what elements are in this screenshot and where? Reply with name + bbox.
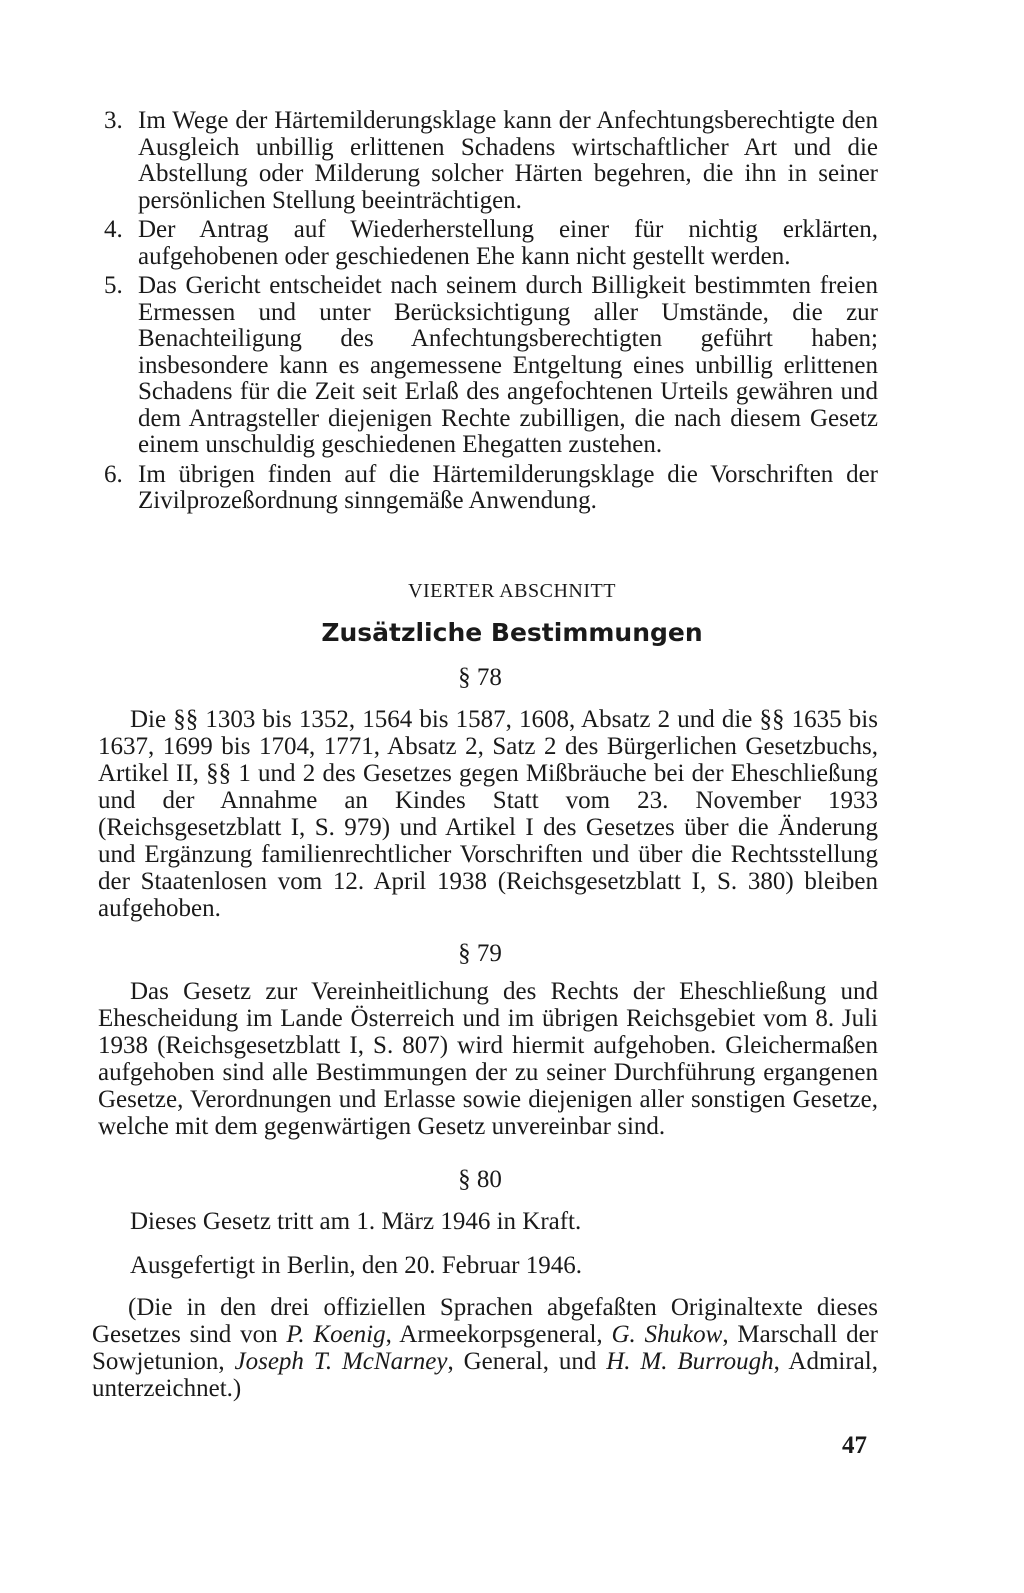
list-text: Im übrigen finden auf die Härtemilderungsklage die Vorschriften der Zivilprozeßordnung sinngemäße Anwendung. <box>138 460 878 514</box>
list-number: 3. <box>104 107 123 134</box>
closing-text: (Die in den drei offiziellen Sprachen abgefaßten Originaltexte dieses Gesetzes sind von <box>92 1294 878 1348</box>
list-item-5 <box>104 273 878 459</box>
list-item-6 <box>104 462 878 515</box>
closing-text: , General, und <box>447 1348 607 1375</box>
closing-text: , Marschall der Sowjetunion, <box>92 1321 878 1375</box>
list-text: Das Gericht entscheidet nach seinem durch Billigkeit bestimmten freien Ermessen und unter Berücksichtigung aller Umstände, die zur Benachteiligung des Anfechtungsberechtigten geführt haben; insbesondere kann es angemessene Entgeltung eines unbillig erlittenen Schadens für die Zeit seit Erlaß des angefochtenen Urteils gewähren und dem Antragsteller diejenigen Rechte zubilligen, die nach diesem Gesetz einem unschuldig geschiedenen Ehegatten zustehen. <box>138 272 878 458</box>
signatory-mcnarney: Joseph T. McNarney <box>234 1348 448 1375</box>
signatory-shukow: G. Shukow <box>611 1321 723 1348</box>
page-number: 47 <box>842 1432 867 1459</box>
closing-note <box>92 1294 878 1402</box>
signatory-burrough: H. M. Burrough <box>606 1348 774 1375</box>
list-item-4 <box>104 217 878 270</box>
list-number: 4. <box>104 216 123 243</box>
numbered-list <box>104 108 878 518</box>
closing-text: , Admiral, unterzeichnet.) <box>92 1348 878 1402</box>
closing-text: , Armeekorpsgeneral, <box>385 1321 612 1348</box>
signatory-koenig: P. Koenig <box>286 1321 386 1348</box>
list-number: 6. <box>104 460 123 488</box>
paragraph-80-text: Dieses Gesetz tritt am 1. März 1946 in Kraft. <box>130 1208 582 1235</box>
signing-line: Ausgefertigt in Berlin, den 20. Februar 1946. <box>130 1252 582 1279</box>
section-label: VIERTER ABSCHNITT <box>408 580 616 602</box>
paragraph-heading-79: § 79 <box>458 940 502 967</box>
section-title: Zusätzliche Bestimmungen <box>321 618 703 647</box>
list-number: 5. <box>104 272 123 299</box>
paragraph-heading-78: § 78 <box>458 664 502 691</box>
list-text: Der Antrag auf Wiederherstellung einer für nichtig erklärten, aufgehobenen oder geschiedenen Ehe kann nicht gestellt werden. <box>138 216 878 270</box>
list-text: Im Wege der Härtemilderungsklage kann der Anfechtungsberechtigte den Ausgleich unbillig erlittenen Schadens wirtschaftlicher Art und die Abstellung oder Milderung solcher Härten begehren, die ihn in seiner persönlichen Stellung beeinträchtigen. <box>138 107 878 214</box>
list-item-3 <box>104 108 878 214</box>
paragraph-78-text: Die §§ 1303 bis 1352, 1564 bis 1587, 1608, Absatz 2 und die §§ 1635 bis 1637, 1699 bis 1704, 1771, Absatz 2, Satz 2 des Bürgerlichen Gesetzbuchs, Artikel II, §§ 1 und 2 des Gesetzes gegen Mißbräuche bei der Eheschließung und der Annahme an Kindes Statt vom 23. November 1933 (Reichsgesetzblatt I, S. 979) und Artikel I des Gesetzes über die Änderung und Ergänzung familienrechtlicher Vorschriften und über die Rechtsstellung der Staatenlosen vom 12. April 1938 (Reichsgesetzblatt I, S. 380) bleiben aufgehoben. <box>98 706 878 922</box>
paragraph-heading-80: § 80 <box>458 1166 502 1193</box>
paragraph-79-text: Das Gesetz zur Vereinheitlichung des Rechts der Eheschließung und Ehescheidung im Lande Österreich und im übrigen Reichsgebiet vom 8. Juli 1938 (Reichsgesetzblatt I, S. 807) wird hiermit aufgehoben. Gleichermaßen aufgehoben sind alle Bestimmungen der zu seiner Durchführung ergangenen Gesetze, Verordnungen und Erlasse sowie diejenigen aller sonstigen Gesetze, welche mit dem gegenwärtigen Gesetz unvereinbar sind. <box>98 978 878 1140</box>
